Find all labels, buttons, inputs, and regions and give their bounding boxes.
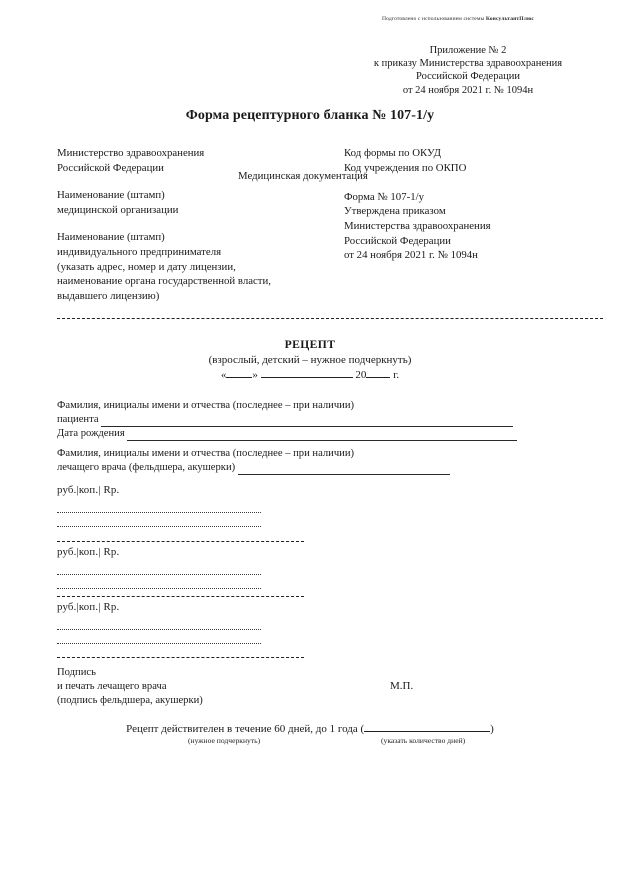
- rp-header-1: руб.|коп.| Rp.: [57, 484, 120, 496]
- validity-row: [0, 723, 620, 735]
- rp-write-line-3a[interactable]: [57, 629, 261, 630]
- ministry-line-2: Российской Федерации: [57, 161, 164, 174]
- rp-header-3: руб.|коп.| Rp.: [57, 601, 120, 613]
- rp-write-line-2a[interactable]: [57, 574, 261, 575]
- approving-federation-label: Российской Федерации: [344, 234, 451, 247]
- system-stamp-brand: КонсультантПлюс: [485, 16, 534, 22]
- page-title: Форма рецептурного бланка № 107-1/у: [185, 108, 435, 123]
- signature-line-1: Подпись: [57, 667, 96, 678]
- date-year-prefix: 20: [355, 369, 367, 381]
- appendix-line-2: к приказу Министерства здравоохранения: [373, 58, 563, 70]
- date-day-input[interactable]: [226, 377, 252, 378]
- entrepreneur-line-2: индивидуального предпринимателя: [57, 245, 222, 258]
- entrepreneur-line-1: Наименование (штамп): [57, 231, 165, 244]
- approving-ministry-label: Министерства здравоохранения: [344, 219, 491, 232]
- rp-divider-3: [57, 657, 304, 658]
- rp-write-line-1a[interactable]: [57, 512, 261, 513]
- patient-fio-caption: Фамилия, инициалы имени и отчества (последнее – при наличии): [57, 400, 355, 411]
- consultant-plus-stamp: [382, 16, 602, 22]
- medical-documentation-label: Медицинская документация: [238, 170, 368, 182]
- appendix-line-4: от 24 ноября 2021 г. № 1094н: [402, 84, 534, 96]
- entrepreneur-line-4: наименование органа государственной власти,: [57, 275, 272, 288]
- recipe-date-row: [0, 369, 620, 381]
- okud-code-label: Код формы по ОКУД: [344, 147, 441, 159]
- birth-date-field-group: [57, 427, 517, 441]
- organisation-right-column: [344, 146, 604, 263]
- date-year-suffix: г.: [393, 369, 400, 381]
- patient-name-field-group: [57, 399, 557, 427]
- signature-line-3: (подпись фельдшера, акушерки): [57, 695, 203, 707]
- rp-header-2: руб.|коп.| Rp.: [57, 546, 120, 558]
- rp-divider-1: [57, 541, 304, 542]
- validity-caption-left: (нужное подчеркнуть): [188, 736, 261, 745]
- org-name-line-2: медицинской организации: [57, 203, 179, 216]
- rp-write-line-3b[interactable]: [57, 643, 261, 644]
- signature-line-2: и печать лечащего врача: [57, 681, 167, 693]
- appendix-line-1: Приложение № 2: [429, 45, 507, 56]
- validity-text-before: Рецепт действителен в течение 60 дней, до 1 года (: [126, 723, 365, 735]
- section-divider-top: [57, 318, 603, 319]
- appendix-line-3: Российской Федерации: [416, 71, 520, 83]
- approved-by-label: Утверждена приказом: [344, 205, 446, 218]
- validity-text-after: ): [490, 723, 494, 735]
- rp-write-line-2b[interactable]: [57, 588, 261, 589]
- patient-name-input[interactable]: [101, 415, 513, 427]
- birth-date-label: Дата рождения: [57, 428, 125, 439]
- recipe-subtitle: (взрослый, детский – нужное подчеркнуть): [208, 354, 412, 366]
- system-stamp-prefix: Подготовлено с использованием системы: [382, 16, 486, 22]
- appendix-block: [332, 44, 604, 97]
- patient-label: пациента: [57, 414, 99, 425]
- rp-write-line-1b[interactable]: [57, 526, 261, 527]
- entrepreneur-line-3: (указать адрес, номер и дату лицензии,: [57, 260, 236, 273]
- stamp-place-label: М.П.: [390, 680, 414, 692]
- validity-caption-right: (указать количество дней): [381, 736, 466, 745]
- ministry-line-1: Министерство здравоохранения: [57, 147, 205, 159]
- recipe-heading: РЕЦЕПТ: [284, 338, 336, 351]
- order-date-label: от 24 ноября 2021 г. № 1094н: [344, 249, 478, 262]
- validity-days-input[interactable]: [364, 731, 490, 732]
- doctor-name-input[interactable]: [238, 463, 450, 475]
- org-name-line-1: Наименование (штамп): [57, 189, 165, 202]
- okpo-code-label: Код учреждения по ОКПО: [344, 161, 467, 174]
- entrepreneur-line-5: выдавшего лицензию): [57, 289, 160, 302]
- date-month-input[interactable]: [261, 377, 353, 378]
- form-number-label: Форма № 107-1/у: [344, 190, 425, 203]
- rp-divider-2: [57, 596, 304, 597]
- doctor-name-field-group: [57, 447, 557, 475]
- doctor-label: лечащего врача (фельдшера, акушерки): [57, 462, 236, 473]
- date-quote-open: «: [220, 369, 227, 381]
- signature-block: [57, 666, 203, 709]
- doctor-fio-caption: Фамилия, инициалы имени и отчества (последнее – при наличии): [57, 448, 355, 459]
- date-quote-close: »: [252, 369, 258, 381]
- date-year-input[interactable]: [366, 377, 390, 378]
- birth-date-input[interactable]: [127, 429, 517, 441]
